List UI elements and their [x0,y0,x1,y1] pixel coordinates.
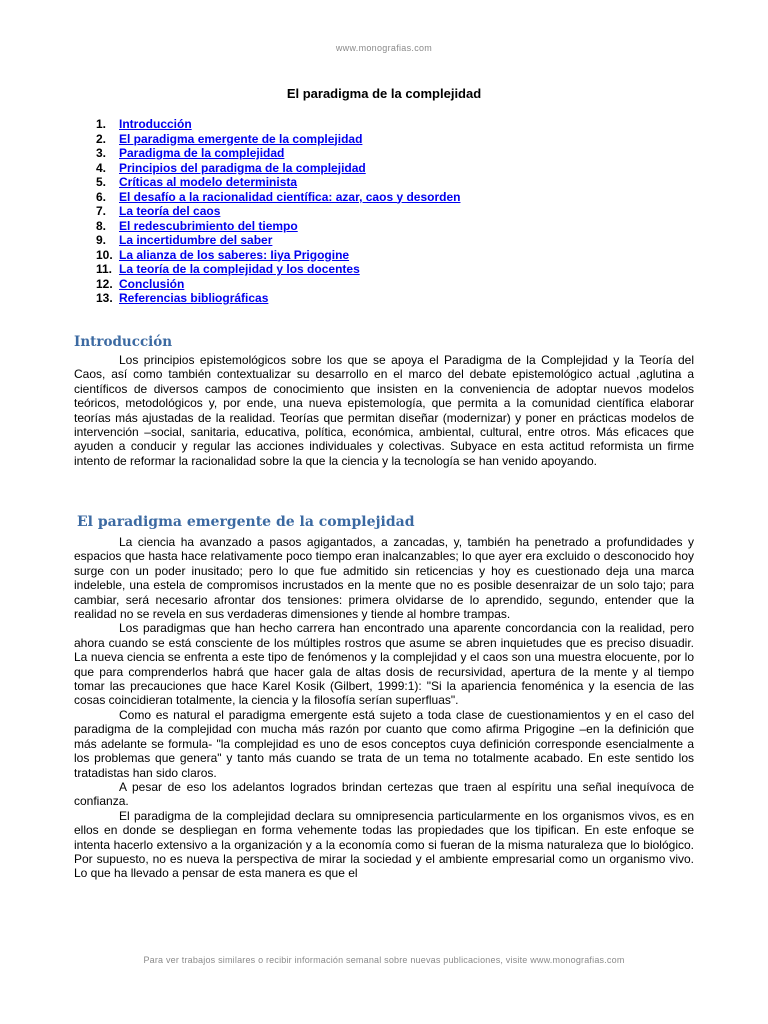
table-of-contents [96,117,656,306]
toc-link-paradigma-emergente[interactable]: El paradigma emergente de la complejidad [119,131,363,146]
document-title: El paradigma de la complejidad [286,86,482,101]
toc-link-alianza[interactable]: La alianza de los saberes: Iiya Prigogine [119,247,350,262]
toc-number: 8. [96,218,107,233]
toc-item [96,175,656,190]
toc-item [96,204,656,219]
toc-item [96,117,656,132]
toc-number: 11. [96,262,113,276]
toc-item [96,146,656,161]
toc-link-teoria-caos[interactable]: La teoría del caos [119,204,221,218]
toc-item [96,291,656,306]
toc-number: 12. [96,276,113,291]
toc-link-incertidumbre[interactable]: La incertidumbre del saber [119,233,273,247]
toc-link-paradigma-complejidad[interactable]: Paradigma de la complejidad [119,146,285,160]
section-heading-paradigma-emergente: El paradigma emergente de la complejidad [77,514,415,530]
paragraph: A pesar de eso los adelantos logrados brindan certezas que traen al espíritu una señal inequívoca de confianza. [74,779,694,809]
section-body-paradigma-emergente [74,535,694,881]
toc-number: 5. [96,175,107,189]
toc-item [96,233,656,248]
section-heading-introduccion: Introducción [74,334,173,350]
toc-number: 6. [96,189,107,204]
toc-item [96,277,656,292]
toc-link-criticas[interactable]: Críticas al modelo determinista [119,175,298,189]
toc-number: 10. [96,247,113,262]
paragraph: La ciencia ha avanzado a pasos agigantados, a zancadas, y, también ha penetrado a profundidades y espacios que hasta hace relativamente poco tiempo eran inalcanzables; lo que ayer era excluido o desconocido hoy surge con un poder inusitado; pero lo que fue admitido sin reticencias y hoy es cuestionado deja una marca indeleble, una estela de compromisos incrustados en la mente que no es posible desenraizar de un solo tajo; para cambiar, será necesario afrontar dos tensiones: primera olvidarse de lo aprendido, segundo, entender que la realidad no se revela en sus verdaderas dimensiones y tiende al hombre trampas. [74,535,694,622]
toc-number: 1. [96,117,107,131]
section-body-introduccion [74,353,694,468]
paragraph: Los paradigmas que han hecho carrera han encontrado una aparente concordancia con la realidad, pero ahora cuando se está consciente de los múltiples rostros que asume se abren inquietudes que es preciso disuadir. La nueva ciencia se enfrenta a este tipo de fenómenos y la complejidad y el caos son una muestra elocuente, por lo que para comprenderlos habrá que hacer gala de altas dosis de recursividad, apertura de la mente y al tiempo tomar las precauciones que hace Karel Kosik (Gilbert, 1999:1): "Si la apariencia fenoménica y la esencia de las cosas coincidieran totalmente, la ciencia y la filosofía serían superfluas". [74,621,694,708]
page-footer: Para ver trabajos similares o recibir información semanal sobre nuevas publicaciones, visite www.monografias.com [143,955,625,965]
toc-item [96,161,656,176]
toc-link-principios[interactable]: Principios del paradigma de la complejidad [119,160,366,175]
paragraph: Los principios epistemológicos sobre los que se apoya el Paradigma de la Complejidad y la Teoría del Caos, así como también contextualizar su desarrollo en el marco del debate epistemológico actual ,aglutina a científicos de diversos campos de conocimiento que insisten en la conveniencia de adoptar nuevos modelos teóricos, metodológicos y, por ende, una nueva epistemología, que permita a la comunidad científica elaborar teorías más ajustadas de la realidad. Teorías que permitan diseñar (modernizar) y poner en prácticas modelos de intervención –social, sanitaria, educativa, política, económica, ambiental, cultural, entre otros. Más eficaces que ayuden a conducir y regular las acciones individuales y colectivas. Subyace en esta actitud reformista un firme intento de reformar la racionalidad sobre la que la ciencia y la tecnología se han venido apoyando. [74,353,694,468]
toc-link-referencias[interactable]: Referencias bibliográficas [119,291,269,305]
toc-link-docentes[interactable]: La teoría de la complejidad y los docentes [119,262,360,276]
toc-item [96,248,656,263]
toc-item [96,262,656,277]
toc-link-redescubrimiento[interactable]: El redescubrimiento del tiempo [119,218,298,233]
page-header-url: www.monografias.com [335,43,433,53]
toc-item [96,132,656,147]
toc-number: 9. [96,233,107,247]
paragraph: Como es natural el paradigma emergente está sujeto a toda clase de cuestionamientos y en el caso del paradigma de la complejidad con mucha más razón por cuanto que como afirma Prigogine –en la definición que más adelante se formula- "la complejidad es uno de esos conceptos cuya definición corresponde esencialmente a los problemas que genera" y tanto más cuando se trata de un tema no totalmente acabado. En este sentido los tratadistas han sido claros. [74,707,694,780]
toc-number: 7. [96,204,107,218]
toc-link-conclusion[interactable]: Conclusión [119,276,185,291]
toc-number: 2. [96,131,107,146]
toc-link-desafio[interactable]: El desafío a la racionalidad científica: azar, caos y desorden [119,189,461,204]
toc-item [96,219,656,234]
toc-number: 3. [96,146,107,160]
paragraph: El paradigma de la complejidad declara su omnipresencia particularmente en los organismos vivos, es en ellos en donde se despliegan en forma vehemente todas las propiedades que los tipifican. En este enfoque se intenta hacerlo extensivo a la organización y a la economía como si fueran de la misma naturaleza que lo biológico. Por supuesto, no es nueva la perspectiva de mirar la sociedad y el ambiente empresarial como un organismo vivo. Lo que ha llevado a pensar de esta manera es que el [74,808,694,881]
toc-item [96,190,656,205]
toc-number: 13. [96,291,113,305]
toc-link-introduccion[interactable]: Introducción [119,117,192,131]
toc-number: 4. [96,160,107,175]
